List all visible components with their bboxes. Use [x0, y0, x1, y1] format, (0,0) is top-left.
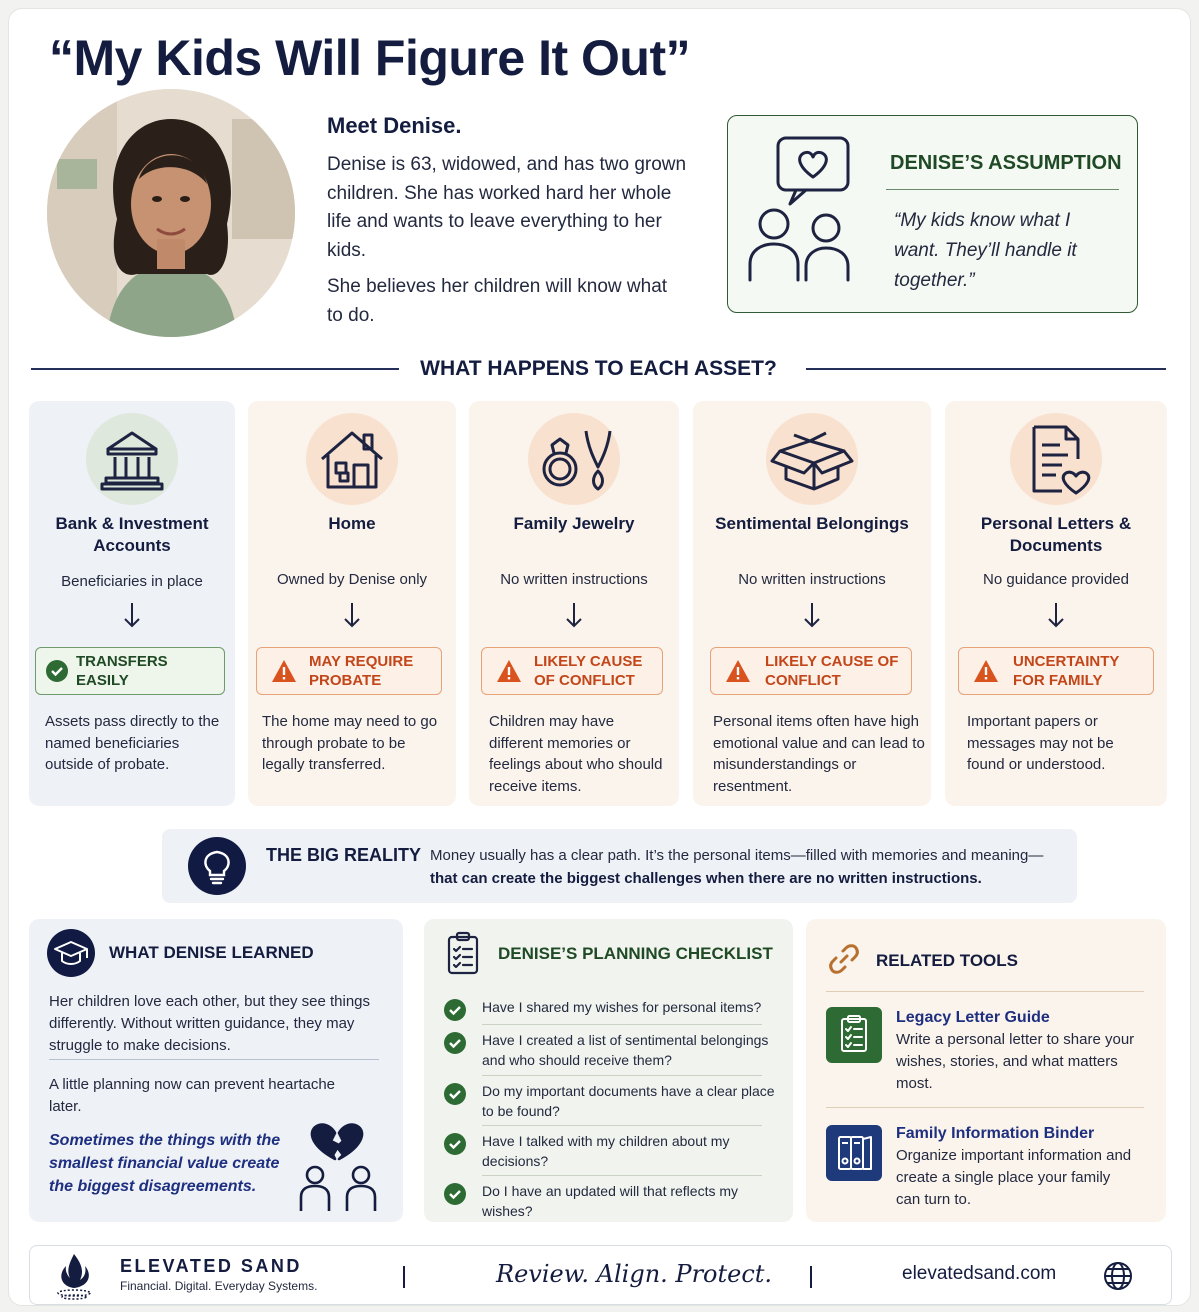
asset-card-letters: [945, 401, 1167, 806]
speech-heart-people-icon: [744, 132, 864, 282]
down-arrow-icon: [564, 601, 584, 629]
big-reality-banner: [162, 829, 1077, 903]
check-circle-icon: [46, 660, 68, 682]
check-circle-icon: [444, 999, 466, 1021]
badge-text: LIKELY CAUSE OF CONFLICT: [765, 653, 899, 689]
document-heart-icon: [1010, 413, 1102, 505]
asset-description: Children may have different memories or feelings about who should receive items.: [489, 713, 663, 795]
lightbulb-icon: [188, 837, 246, 895]
globe-icon[interactable]: [1102, 1260, 1134, 1292]
warning-icon: [496, 659, 522, 683]
warning-icon: [973, 659, 999, 683]
asset-name: Family Jewelry: [513, 514, 635, 533]
reality-line-2: that can create the biggest challenges when there are no written instructions.: [430, 870, 982, 887]
brand-name: ELEVATED SAND: [120, 1256, 302, 1276]
website-link[interactable]: elevatedsand.com: [902, 1263, 1057, 1284]
page-title: “My Kids Will Figure It Out”: [49, 30, 691, 86]
brand-tagline: Financial. Digital. Everyday Systems.: [120, 1279, 318, 1293]
status-badge: [35, 647, 225, 695]
asset-description: Assets pass directly to the named beneficiaries outside of probate.: [45, 713, 220, 773]
asset-name: Bank & Investment Accounts: [55, 514, 209, 555]
learned-paragraph: Her children love each other, but they see things differently. Without written guidance, they may struggle to make decisions.: [49, 993, 371, 1054]
checklist-item-text: Have I talked with my children about my decisions?: [482, 1133, 730, 1169]
flame-logo-icon: [52, 1252, 96, 1300]
denise-portrait: [47, 89, 295, 337]
learned-emphasis: Sometimes the things with the smallest financial value create the biggest disagreements.: [49, 1132, 281, 1195]
asset-name: Sentimental Belongings: [715, 514, 909, 533]
asset-status: Owned by Denise only: [276, 571, 428, 588]
planning-checklist-panel: [424, 919, 793, 1222]
brand-motto: Review. Align. Protect.: [496, 1260, 773, 1288]
asset-description: Important papers or messages may not be found or understood.: [967, 713, 1114, 773]
status-badge: [958, 647, 1154, 695]
broken-heart-people-icon: [287, 1119, 387, 1215]
intro-block: [327, 113, 687, 338]
footer-separator: [403, 1266, 405, 1288]
related-tools-panel: [806, 919, 1166, 1222]
clipboard-checklist-icon[interactable]: [826, 1007, 882, 1063]
tools-heading: RELATED TOOLS: [876, 951, 1018, 970]
badge-text: LIKELY CAUSE OF CONFLICT: [534, 653, 643, 689]
checklist-divider: [482, 1175, 762, 1176]
warning-icon: [271, 659, 297, 683]
section-heading: WHAT HAPPENS TO EACH ASSET?: [420, 357, 777, 380]
asset-status: No written instructions: [500, 571, 648, 588]
asset-card-bank: [29, 401, 235, 806]
reality-line-1: Money usually has a clear path. It’s the personal items—filled with memories and meaning—: [430, 847, 1044, 864]
footer: [29, 1245, 1172, 1305]
asset-status: Beneficiaries in place: [61, 573, 203, 590]
status-badge: [256, 647, 442, 695]
learned-takeaway: A little planning now can prevent heartache later.: [49, 1076, 336, 1115]
tool-link-legacy-letter[interactable]: Legacy Letter Guide: [896, 1009, 1050, 1026]
checklist-item-text: Have I created a list of sentimental belongings and who should receive them?: [482, 1032, 769, 1068]
checklist-divider: [482, 1024, 762, 1025]
status-badge: [481, 647, 663, 695]
badge-text: TRANSFERS EASILY: [76, 653, 168, 689]
jewelry-icon: [528, 413, 620, 505]
asset-card-home: [248, 401, 456, 806]
graduation-cap-icon: [47, 929, 95, 977]
learned-divider: [49, 1059, 379, 1060]
checklist-item-text: Have I shared my wishes for personal items?: [482, 999, 762, 1015]
asset-status: No written instructions: [738, 571, 886, 588]
open-box-icon: [766, 413, 858, 505]
section-line-right: [806, 368, 1166, 370]
assumption-heading: DENISE’S ASSUMPTION: [890, 152, 1122, 174]
assumption-box: [727, 115, 1138, 313]
check-circle-icon: [444, 1032, 466, 1054]
down-arrow-icon: [122, 601, 142, 629]
down-arrow-icon: [802, 601, 822, 629]
intro-belief: She believes her children will know what to do.: [327, 276, 668, 326]
warning-icon: [725, 659, 751, 683]
intro-heading: Meet Denise.: [327, 113, 462, 138]
asset-card-jewelry: [469, 401, 679, 806]
reality-label: THE BIG REALITY: [266, 845, 422, 865]
tools-divider: [826, 991, 1144, 992]
status-badge: [710, 647, 912, 695]
checklist-heading: DENISE’S PLANNING CHECKLIST: [498, 944, 773, 963]
down-arrow-icon: [1046, 601, 1066, 629]
asset-status: No guidance provided: [983, 571, 1129, 588]
intro-paragraph: Denise is 63, widowed, and has two grown children. She has worked hard her whole life and wants to leave everything to her kids.: [327, 154, 687, 261]
down-arrow-icon: [342, 601, 362, 629]
badge-text: MAY REQUIRE PROBATE: [309, 653, 414, 689]
learned-panel: [29, 919, 403, 1222]
asset-card-sentimental: [693, 401, 931, 806]
tool-link-family-binder[interactable]: Family Information Binder: [896, 1125, 1095, 1142]
footer-separator: [810, 1266, 812, 1288]
checklist-item-text: Do I have an updated will that reflects my wishes?: [482, 1183, 739, 1219]
checklist-divider: [482, 1075, 762, 1076]
asset-name: Personal Letters & Documents: [980, 514, 1132, 555]
check-circle-icon: [444, 1183, 466, 1205]
check-circle-icon: [444, 1083, 466, 1105]
checklist-item-text: Do my important documents have a clear place to be found?: [482, 1083, 775, 1119]
asset-description: The home may need to go through probate to be legally transferred.: [262, 713, 438, 773]
link-icon: [826, 941, 862, 977]
infographic-page: [8, 8, 1191, 1306]
tool-description: Write a personal letter to share your wishes, stories, and what matters most.: [896, 1031, 1135, 1092]
check-circle-icon: [444, 1133, 466, 1155]
badge-text: UNCERTAINTY FOR FAMILY: [1013, 653, 1120, 689]
assumption-divider: [886, 189, 1119, 190]
assumption-quote: “My kids know what I want. They’ll handle it together.”: [894, 210, 1077, 291]
bank-icon: [86, 413, 178, 505]
asset-name: Home: [328, 514, 376, 533]
asset-description: Personal items often have high emotional value and can lead to misunderstandings or resentment.: [713, 713, 925, 795]
binder-icon[interactable]: [826, 1125, 882, 1181]
tool-description: Organize important information and create a single place your family can turn to.: [896, 1147, 1132, 1208]
house-icon: [306, 413, 398, 505]
learned-heading: WHAT DENISE LEARNED: [109, 943, 314, 962]
section-heading-row: [31, 357, 1166, 381]
tools-divider: [826, 1107, 1144, 1108]
checklist-divider: [482, 1125, 762, 1126]
clipboard-checklist-icon: [446, 931, 480, 975]
